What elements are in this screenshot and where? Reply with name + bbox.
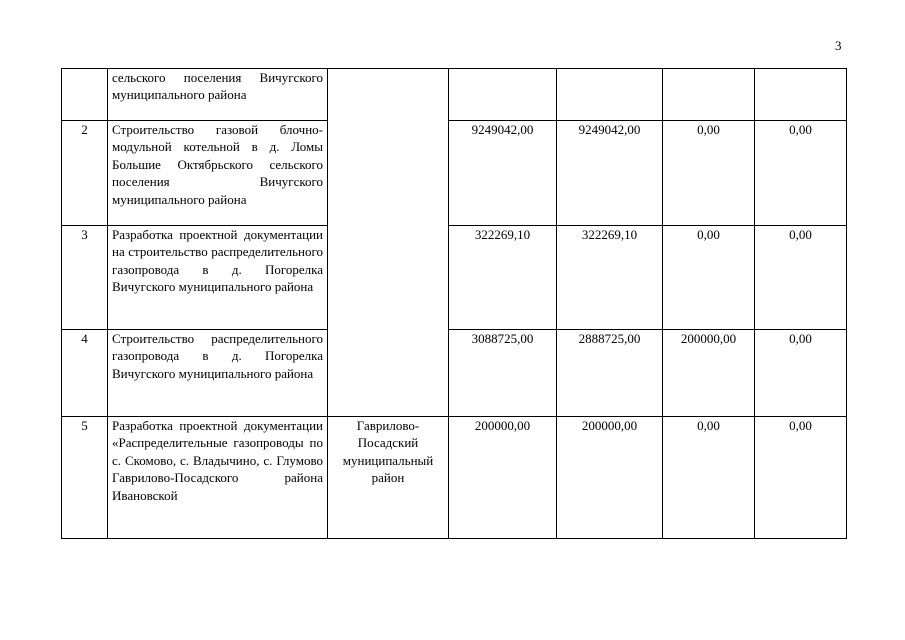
- value-col-3: 0,00: [755, 121, 847, 226]
- value-col-1: 9249042,00: [557, 121, 663, 226]
- municipality-cell-empty: [328, 69, 449, 417]
- table-row: [62, 69, 847, 121]
- row-number: 5: [62, 417, 108, 539]
- value-col-3: 0,00: [755, 330, 847, 417]
- object-name: Строительство газовой блочно-модульной котельной в д. Ломы Большие Октябрьского сельского поселения Вичугского муниципального района: [108, 121, 328, 226]
- object-name: Разработка проектной документации на строительство распределительного газопровода в д. Погорелка Вичугского муниципального района: [108, 226, 328, 330]
- table-row: [62, 417, 847, 539]
- page-number: 3: [835, 38, 842, 53]
- row-number: 2: [62, 121, 108, 226]
- value-col-1: [557, 69, 663, 121]
- value-col-3: 0,00: [755, 417, 847, 539]
- total-cost: 9249042,00: [449, 121, 557, 226]
- table-row: [62, 121, 847, 226]
- value-col-3: [755, 69, 847, 121]
- value-col-1: 322269,10: [557, 226, 663, 330]
- value-col-2: 0,00: [663, 417, 755, 539]
- total-cost: [449, 69, 557, 121]
- program-table: [61, 68, 847, 539]
- total-cost: 322269,10: [449, 226, 557, 330]
- value-col-2: 0,00: [663, 121, 755, 226]
- value-col-1: 2888725,00: [557, 330, 663, 417]
- table-row: [62, 330, 847, 417]
- total-cost: 3088725,00: [449, 330, 557, 417]
- object-name: Разработка проектной документации «Распределительные газопроводы по с. Скомово, с. Владычино, с. Глумово Гаврилово-Посадского района Ивановской: [108, 417, 328, 539]
- table-row: [62, 226, 847, 330]
- row-number: [62, 69, 108, 121]
- total-cost: 200000,00: [449, 417, 557, 539]
- value-col-2: 200000,00: [663, 330, 755, 417]
- value-col-2: 0,00: [663, 226, 755, 330]
- object-name: Строительство распределительного газопровода в д. Погорелка Вичугского муниципального района: [108, 330, 328, 417]
- value-col-3: 0,00: [755, 226, 847, 330]
- municipality: Гаврилово-Посадский муниципальный район: [328, 417, 449, 539]
- value-col-2: [663, 69, 755, 121]
- row-number: 4: [62, 330, 108, 417]
- row-number: 3: [62, 226, 108, 330]
- value-col-1: 200000,00: [557, 417, 663, 539]
- object-name: сельского поселения Вичугского муниципального района: [108, 69, 328, 121]
